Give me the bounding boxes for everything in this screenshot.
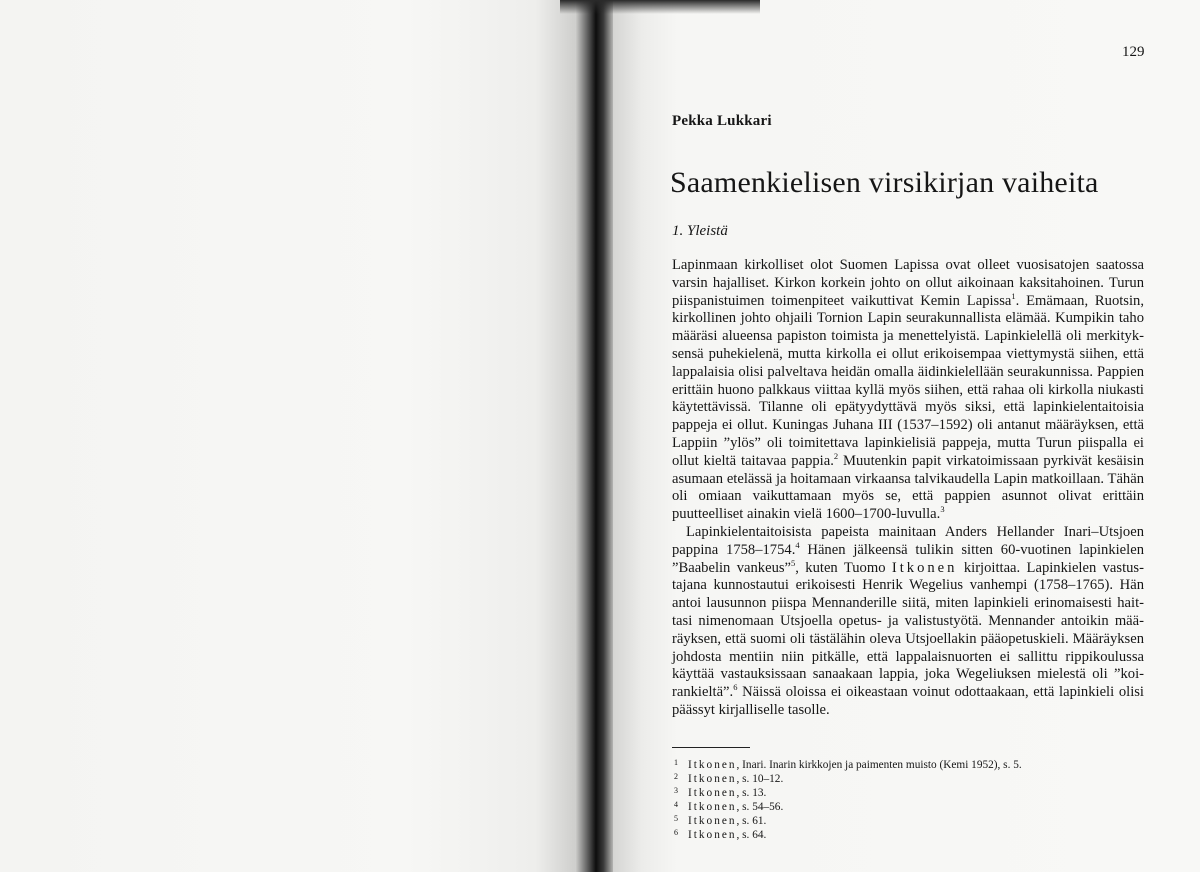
footnote-reference: 2: [833, 450, 839, 461]
footnote-text: , s. 54–56.: [736, 801, 784, 813]
section-heading: 1. Yleistä: [672, 223, 728, 239]
footnote-author: Itkonen: [688, 759, 737, 771]
footnote-reference: 6: [733, 682, 738, 693]
footnote-item: [672, 800, 1142, 814]
paragraph-1: [672, 257, 1144, 524]
footnote-text: , Inari. Inarin kirkkojen ja paimenten muisto (Kemi 1952), s. 5.: [736, 759, 1022, 771]
footnote-author: Itkonen: [688, 773, 737, 785]
footnote-author: Itkonen: [688, 787, 737, 799]
footnote-number: 3: [674, 786, 678, 795]
footnote-item: [672, 786, 1142, 800]
footnote-author: Itkonen: [688, 829, 737, 841]
footnote-number: 1: [674, 758, 678, 767]
text-segment: . Emämaan, Ruotsin, kirkollinen johto ohjaili Tornion Lapin seurakunnallista elämää. Kumpikin taho määräsi alueensa papiston toimista ja menettelyistä. Lapinkielellä oli merkityksensä puhekielenä, mutta kirkolla ei ollut erikoisempaa viettymystä siihen, että lappalaisia olisi palveltava heidän omalla äidinkielellään seurakunnissa. Pappien erittäin huono palkkaus viittaa kyllä myös siihen, että rahaa oli kirkolla niukasti käytettävissä. Tilanne oli epätyydyttävä myös siksi, että lapinkielentaitoisia pappeja ei ollut. Kuningas Juhana III (1537–1592) oli antanut määräyksen, että Lappiin ”ylös” oli toimitettava lapinkielisiä pappeja, mutta Turun piispalla ei ollut kieltä taitavaa pappia.: [672, 292, 1144, 469]
footnote-text: , s. 13.: [736, 787, 767, 799]
footnote-number: 6: [674, 828, 678, 837]
article-title: Saamenkielisen virsikirjan vaiheita: [670, 166, 1099, 199]
page-number: 129: [1122, 44, 1145, 60]
footnote-reference: 3: [940, 504, 945, 515]
footnote-reference: 4: [795, 539, 800, 550]
top-shadow: [560, 0, 760, 14]
footnote-item: [672, 758, 1142, 772]
author-name: Pekka Lukkari: [672, 113, 772, 129]
footnote-text: , s. 64.: [736, 829, 767, 841]
footnote-number: 5: [674, 814, 678, 823]
paragraph-2: [672, 524, 1144, 720]
text-segment: kirjoittaa. Lapinkielen vastustajana kunnostautui erikoisesti Henrik Wegelius vanhempi (1758–1765). Hän antoi lausunnon piispa Mennanderille siitä, miten lapinkieli erinomaisesti haittasi nimenomaan Utsjoella opetus- ja valistustyötä. Mennander antoikin määräyksen, että suomi oli tästälähin oleva Utsjoellakin pääopetuskieli. Määräyksen johdosta mentiin niin pitkälle, että lappalaisnuorten ei sallittu rippikoulussa käyttää vastauksissaan sanaakaan lappia, joka Wegeliuksen mielestä oli ”koirankieltä”.: [672, 559, 1144, 701]
footnote-number: 4: [674, 800, 678, 809]
footnote-author: Itkonen: [688, 801, 737, 813]
footnote-reference: 1: [1011, 290, 1016, 301]
text-segment: Lapinmaan kirkolliset olot Suomen Lapissa ovat olleet vuosisatojen saatossa varsin hajalliset. Kirkon korkein johto on ollut aikoinaan kaksitahoinen. Turun piispanistuimen toimenpiteet vaikuttivat Kemin Lapissa: [672, 257, 1144, 309]
text-segment: Lapinkielentaitoisista papeista mainitaan Anders Hellander Inari–Utsjoen pappina 1758–1754.: [672, 523, 1144, 558]
text-segment: Hänen jälkeensä tulikin sitten 60-vuotinen lapinkielen ”Baabelin vankeus”: [672, 541, 1144, 576]
text-segment: Näissä oloissa ei oikeastaan voinut odottaakaan, että lapinkieli olisi päässyt kirjalliselle tasolle.: [672, 684, 1144, 718]
footnote-item: [672, 772, 1142, 786]
spaced-author-name: Itkonen: [891, 559, 958, 576]
footnote-number: 2: [674, 772, 678, 781]
book-gutter: [575, 0, 613, 872]
footnote-text: , s. 61.: [736, 815, 767, 827]
footnote-item: [672, 828, 1142, 842]
body-text: [672, 257, 1144, 720]
text-segment: Muutenkin papit virkatoimissaan pyrkivät kesäisin asumaan etelässä ja hoitamaan virkaansa talvikaudella Lapin matkoillaan. Tähän oli omiaan vaikuttamaan myös se, että pappien asunnot olivat erittäin puutteelliset ainakin vielä 1600–1700-luvulla.: [672, 452, 1144, 523]
footnote-item: [672, 814, 1142, 828]
footnote-text: , s. 10–12.: [736, 773, 784, 785]
footnote-reference: 5: [791, 557, 796, 568]
footnotes-list: [672, 758, 1142, 842]
footnote-author: Itkonen: [688, 815, 737, 827]
left-page: [0, 0, 582, 872]
footnote-divider: [672, 747, 750, 748]
text-segment: , kuten Tuomo: [795, 559, 892, 576]
